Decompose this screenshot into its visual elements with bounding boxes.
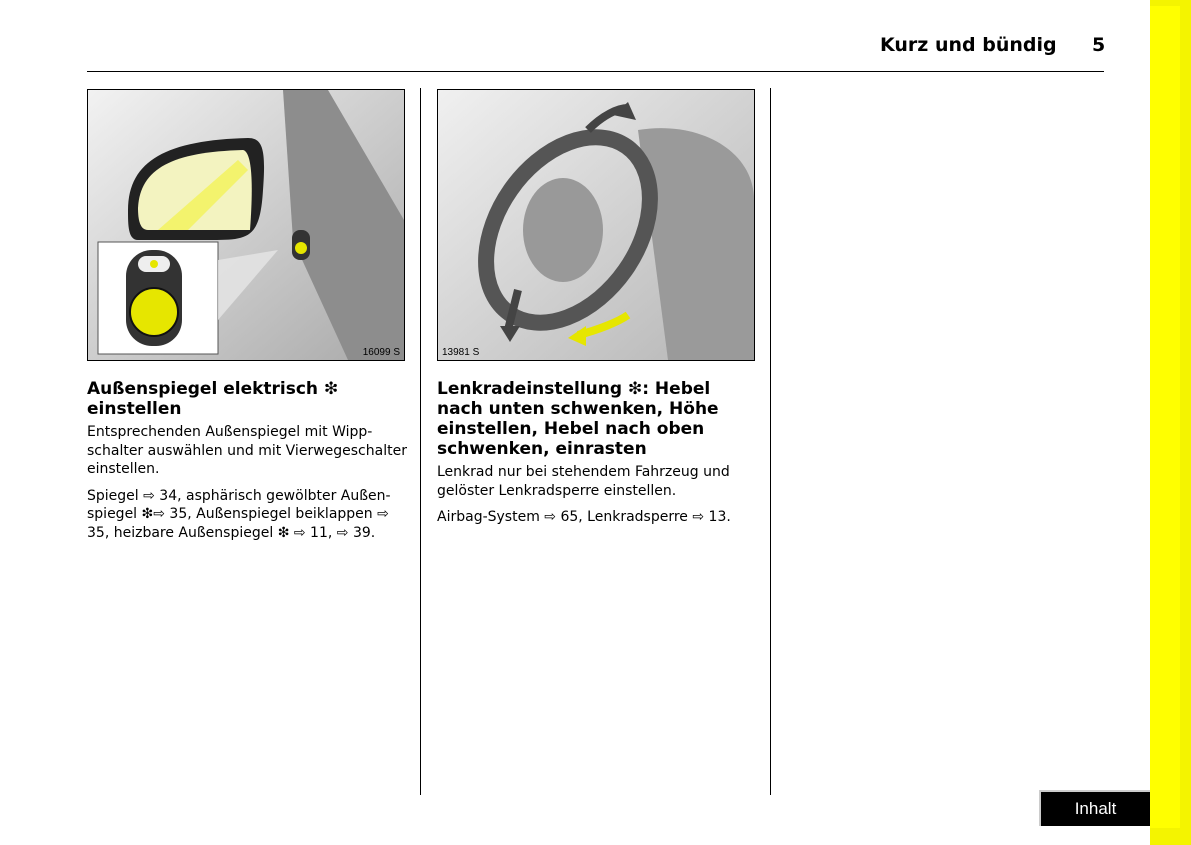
- figure-code: 13981 S: [442, 347, 480, 358]
- steering-wheel-illustration: [437, 89, 755, 361]
- paragraph: Lenkrad nur bei stehendem Fahrzeug und gelöster Lenkradsperre einstellen.: [437, 464, 730, 499]
- section-steering: [437, 379, 757, 535]
- column-divider: [770, 88, 771, 795]
- column-divider: [420, 88, 421, 795]
- section-heading: Außenspiegel elektrisch ❇ einstellen: [87, 379, 339, 419]
- paragraph: Entsprechenden Außenspiegel mit Wippschalter auswählen und mit Vierwegeschalter einstellen.: [87, 424, 407, 477]
- cross-references: Spiegel ⇨ 34, asphärisch gewölbter Außenspiegel ❇⇨ 35, Außenspiegel beiklappen ⇨ 35, heizbare Außenspiegel ❇ ⇨ 11, ⇨ 39.: [87, 487, 391, 541]
- section-title: Kurz und bündig: [880, 34, 1057, 56]
- header-rule: [87, 71, 1104, 72]
- side-tab-bar: [1150, 0, 1191, 845]
- section-heading: Lenkradeinstellung ❇: Hebel nach unten schwenken, Höhe einstellen, Hebel nach oben schwenken, einrasten: [437, 379, 719, 459]
- contents-button[interactable]: Inhalt: [1039, 790, 1150, 826]
- cross-references: Airbag-System ⇨ 65, Lenkradsperre ⇨ 13.: [437, 509, 731, 525]
- section-mirror: [87, 379, 407, 550]
- page-number: 5: [1092, 34, 1106, 56]
- figure-code: 16099 S: [362, 347, 400, 358]
- side-tab-inner: [1150, 6, 1180, 828]
- mirror-illustration: [87, 89, 405, 361]
